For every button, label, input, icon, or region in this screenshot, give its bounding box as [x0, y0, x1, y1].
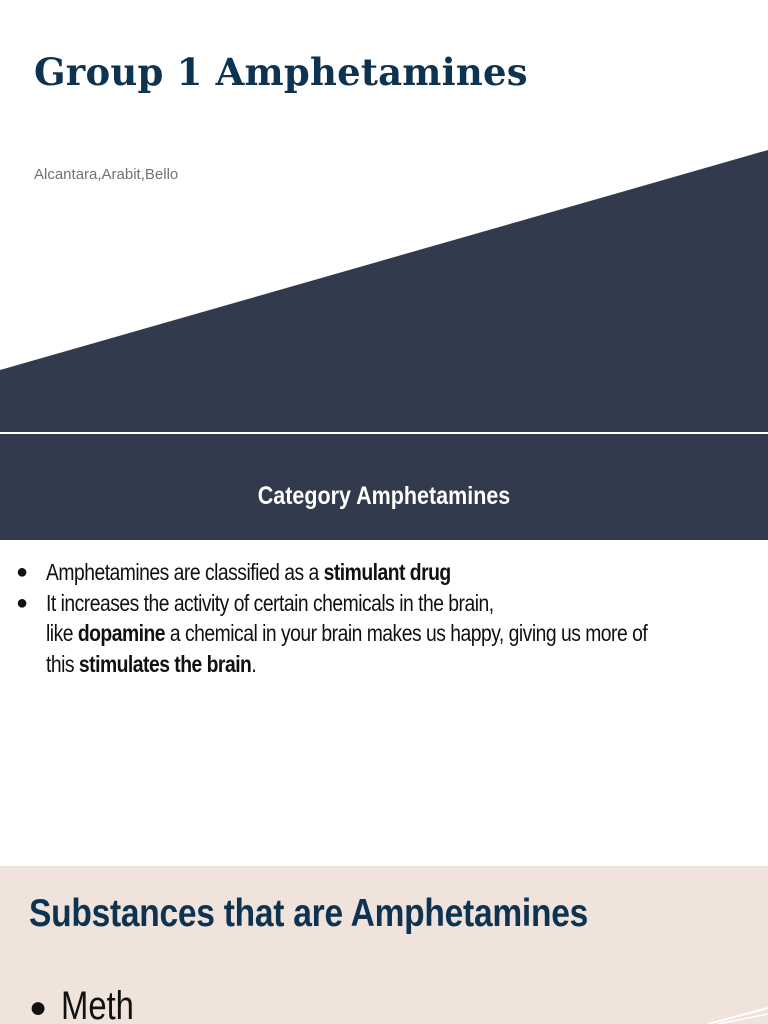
bullet-text-bold: stimulant drug [323, 559, 451, 585]
bullet-text-bold: dopamine [77, 620, 166, 646]
list-item [14, 588, 759, 680]
title-slide [0, 0, 768, 432]
bullet-text-continuation [46, 618, 647, 649]
list-item [29, 984, 150, 1024]
substances-slide [0, 866, 768, 1024]
bullet-text [46, 557, 451, 588]
category-slide [0, 434, 768, 866]
bullet-text-part: . [251, 650, 257, 677]
bullet-icon: ● [16, 561, 28, 583]
bullet-text-part: like [46, 620, 78, 646]
presentation-title: Group 1 Amphetamines [34, 50, 528, 94]
substances-heading: Substances that are Amphetamines [29, 892, 588, 935]
substance-name: Meth [61, 984, 135, 1024]
corner-decoration [708, 994, 768, 1024]
category-heading: Category Amphetamines [257, 482, 511, 510]
bullet-text-part: a chemical in your brain makes us happy, giving us more of [165, 620, 648, 646]
bullet-text-bold: stimulates the brain [78, 650, 252, 677]
category-bullet-list [14, 557, 759, 679]
bullet-text-continuation [46, 649, 256, 680]
bullet-text-part: this [46, 650, 79, 677]
list-item [14, 557, 759, 588]
bullet-text-part: Amphetamines are classified as a [46, 559, 324, 585]
bullet-icon: ● [16, 591, 28, 614]
bullet-icon: ● [29, 991, 48, 1024]
presentation-authors: Alcantara,Arabit,Bello [34, 166, 179, 183]
bullet-text: It increases the activity of certain chemicals in the brain, [46, 589, 494, 616]
